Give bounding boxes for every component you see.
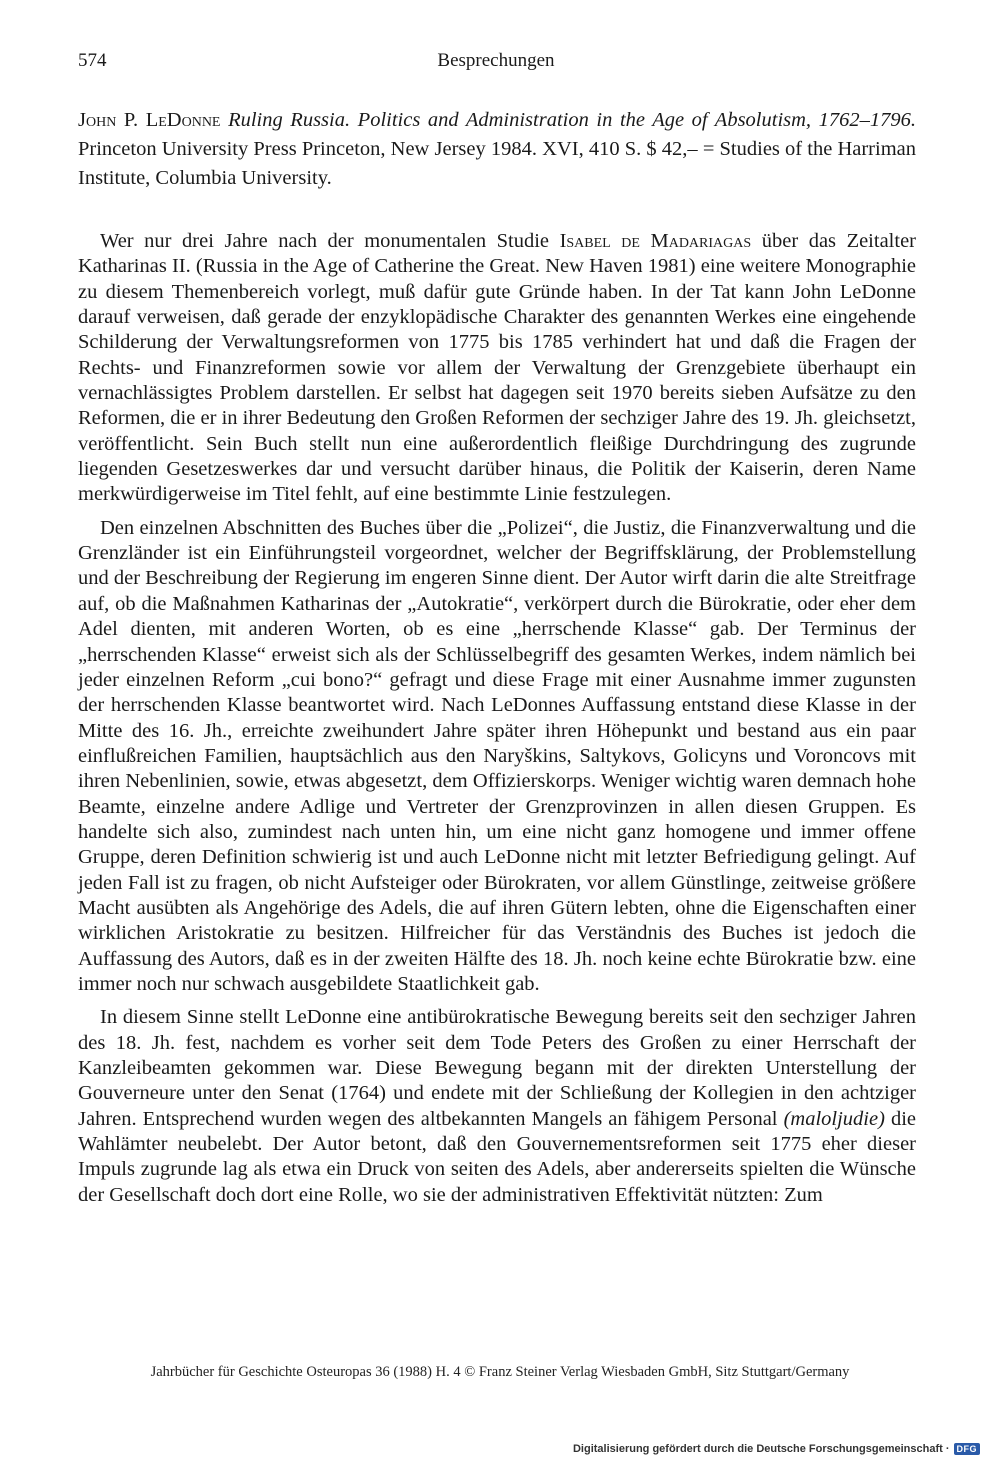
book-citation — [78, 106, 916, 193]
review-body — [78, 229, 916, 1216]
page-header — [78, 50, 914, 80]
book-author: John P. LeDonne — [78, 109, 221, 131]
book-title: Ruling Russia. Politics and Administration in the Age of Absolutism, 1762–1796. — [228, 109, 916, 131]
running-head: Besprechungen — [437, 50, 555, 71]
book-publication-details: Princeton University Press Princeton, New Jersey 1984. XVI, 410 S. $ 42,– = Studies of the Harriman Institute, Columbia University. — [78, 138, 916, 189]
paragraph-3 — [78, 1005, 916, 1208]
paragraph-1-text-a: Wer nur drei Jahre nach der monumentalen Studie — [100, 230, 550, 252]
cited-author-name: Isabel de Madariagas — [559, 230, 752, 252]
page-number: 574 — [78, 50, 107, 71]
paragraph-2: Den einzelnen Abschnitten des Buches über die „Polizei“, die Justiz, die Finanzverwaltung und die Grenzländer ist ein Einführungsteil vorgeordnet, welcher der Begriffsklärung, der Problemstellung und der Beschreibung der Regierung im engeren Sinne dient. Der Autor wirft darin die alte Streitfrage auf, ob die Maßnahmen Katharinas der „Autokratie“, verkörpert durch die Bürokratie, oder eher dem Adel dienten, mit anderen Worten, ob es eine „herrschende Klasse“ gab. Der Terminus der „herrschenden Klasse“ erweist sich als der Schlüsselbegriff des gesamten Werkes, indem nämlich bei jeder einzelnen Reform „cui bono?“ gefragt und diese Frage mit einer Ausnahme immer zugunsten der herrschenden Klasse beantwortet wird. Nach LeDonnes Auffassung entstand diese Klasse in der Mitte des 16. Jh., erreichte zweihundert Jahre später ihren Höhepunkt und bestand aus ein paar einflußreichen Familien, hauptsächlich aus den Naryškins, Saltykovs, Golicyns und Voroncovs mit ihren Nebenlinien, sowie, etwas abgesetzt, dem Offizierskorps. Weniger wichtig waren demnach hohe Beamte, einzelne andere Adlige und Vertreter der Grenzprovinzen in allen diesen Gruppen. Es handelte sich also, zumindest nach unten hin, um eine nicht ganz homogene und immer offene Gruppe, deren Definition schwierig ist und auch LeDonne nicht mit letzter Befriedigung gelingt. Auf jeden Fall ist zu fragen, ob nicht Aufsteiger oder Bürokraten, vor allem Günstlinge, zeitweise größere Macht ausübten als Angehörige des Adels, die auf ihren Gütern lebten, ohne die Eigenschaften einer wirklichen Aristokratie zu besitzen. Hilfreicher für das Verständnis des Buches ist jedoch die Auffassung des Autors, daß es in der zweiten Hälfte des 18. Jh. noch keine echte Bürokratie bzw. eine immer noch nur schwach ausgebildete Staatlichkeit gab. — [78, 516, 916, 995]
funding-note-text: Digitalisierung gefördert durch die Deutsche Forschungsgemeinschaft · — [572, 1443, 950, 1455]
journal-footer: Jahrbücher für Geschichte Osteuropas 36 (1988) H. 4 © Franz Steiner Verlag Wiesbaden GmbH, Sitz Stuttgart/Germany — [150, 1364, 850, 1380]
russian-term: (maloljudie) — [783, 1107, 885, 1130]
paragraph-1 — [78, 229, 916, 508]
funding-note — [573, 1443, 980, 1455]
paragraph-1-text-b: über das Zeitalter Katharinas II. (Russia in the Age of Catherine the Great. New Haven 1981) eine weitere Monographie zu diesem Themenbereich vorlegt, muß dafür gute Gründe haben. In der Tat kann John LeDonne darauf verweisen, daß gerade der enzyklopädische Charakter des genannten Werkes eine eingehende Schilderung der Verwaltungsreformen von 1775 bis 1785 verhindert hat und daß die Fragen der Rechts- und Finanzreformen sowie vor allem der Verwaltung der Grenzgebiete überhaupt ein vernachlässigtes Problem darstellen. Er selbst hat dagegen seit 1970 bereits sieben Aufsätze zu den Reformen, die er in ihrer Bedeutung den Großen Reformen der sechziger Jahre des 19. Jh. gleichsetzt, veröffentlicht. Sein Buch stellt nun eine außerordentlich fleißige Durchdringung des zugrunde liegenden Gesetzeswerkes dar und versucht darüber hinaus, die Politik der Kaiserin, deren Name merkwürdigerweise im Titel fehlt, auf eine bestimmte Linie festzulegen. — [78, 230, 916, 506]
paragraph-3-text-b: die Wahlämter neubelebt. Der Autor betont, daß den Gouvernementsreformen seit 1775 eher dieser Impuls zugrunde lag als etwa ein Druck von seiten des Adels, aber andererseits spielten die Wünsche der Gesellschaft doch dort eine Rolle, wo sie der administrativen Effektivität nützten: Zum — [78, 1107, 917, 1206]
paragraph-3-text-a: In diesem Sinne stellt LeDonne eine antibürokratische Bewegung bereits seit den sechziger Jahren des 18. Jh. fest, nachdem es vorher seit dem Tode Peters des Großen zu einer Herrschaft der Kanzleibeamten gekommen war. Diese Bewegung begann mit der direkten Unterstellung der Gouverneure unter den Senat (1764) und endete mit der Schließung der Kollegien in den achtziger Jahren. Entsprechend wurden wegen des altbekannten Mangels an fähigem Personal — [78, 1006, 916, 1130]
dfg-logo-icon: DFG — [954, 1443, 981, 1455]
